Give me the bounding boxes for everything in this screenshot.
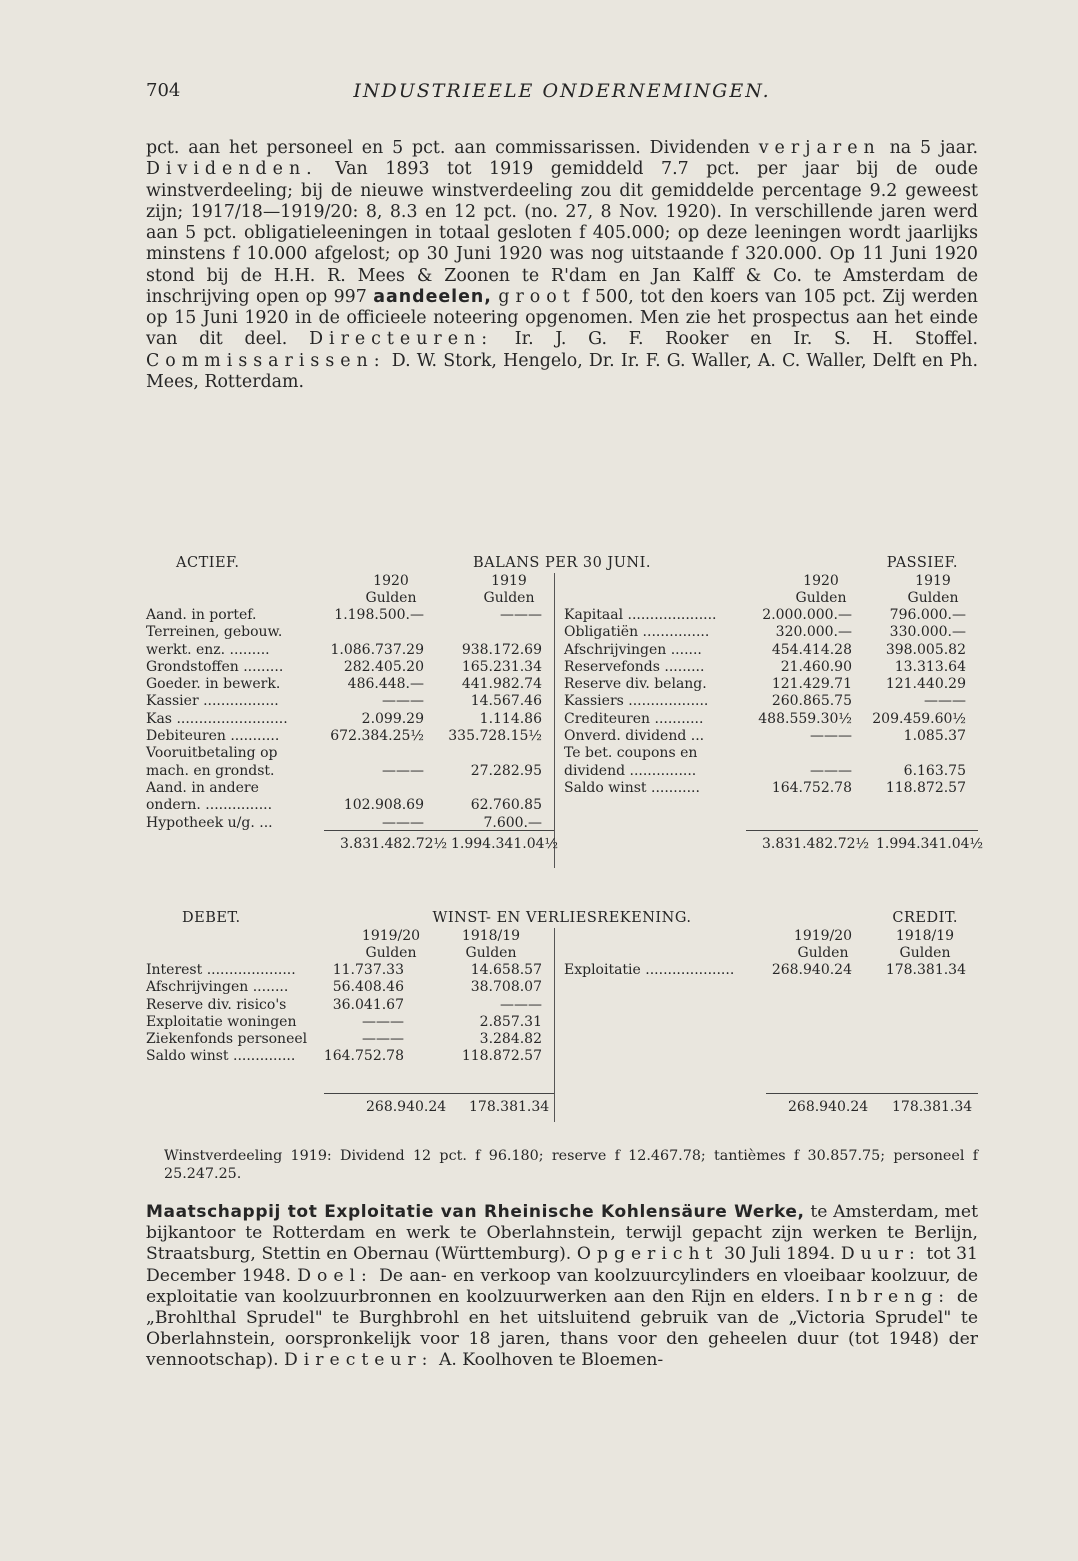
unit-header: Gulden bbox=[365, 590, 417, 606]
table-row bbox=[564, 624, 978, 641]
running-title: INDUSTRIEELE ONDERNEMINGEN. bbox=[353, 80, 771, 102]
value-previous: 38.708.07 bbox=[470, 979, 542, 996]
total-rule bbox=[766, 1093, 978, 1094]
row-label: dividend ............... bbox=[564, 762, 697, 779]
value-current: 36.041.67 bbox=[332, 996, 404, 1013]
total-value: 1.994.341.04½ bbox=[876, 836, 984, 852]
text-span: tot 31 December 1948. bbox=[146, 1244, 978, 1286]
row-label: Kapitaal .................... bbox=[564, 607, 717, 623]
row-label: Kassier ................. bbox=[146, 693, 279, 710]
row-label: Reservefonds ......... bbox=[564, 658, 705, 675]
spaced-term: Directeuren: bbox=[309, 329, 494, 350]
table-row bbox=[146, 997, 554, 1014]
text-span: De aan- en verkoop van koolzuurcylinders en vloeibaar koolzuur, de exploitatie van koolzuurbronnen en koolzuurwerken aan den Rijn en elders. bbox=[146, 1265, 978, 1307]
table-row bbox=[146, 962, 554, 979]
text-span: na 5 jaar. bbox=[889, 138, 979, 158]
value-current: 2.099.29 bbox=[361, 710, 424, 727]
table-row bbox=[564, 728, 978, 745]
page-number: 704 bbox=[146, 80, 181, 101]
value-current: 21.460.90 bbox=[780, 658, 852, 675]
profit-loss-account bbox=[146, 910, 978, 1125]
table-row bbox=[564, 780, 978, 797]
spaced-term: Duur: bbox=[840, 1244, 921, 1265]
value-current: 1.086.737.29 bbox=[330, 641, 424, 658]
pl-title: WINST- EN VERLIESREKENING. bbox=[432, 910, 692, 926]
table-row bbox=[146, 607, 554, 624]
total-rule bbox=[324, 830, 554, 831]
row-label: Interest .................... bbox=[146, 962, 296, 978]
value-previous: 14.658.57 bbox=[470, 962, 542, 978]
table-row bbox=[146, 642, 554, 659]
total-value: 1.994.341.04½ bbox=[451, 836, 559, 852]
row-label: Afschrijvingen ........ bbox=[146, 979, 289, 996]
value-previous: 14.567.46 bbox=[470, 693, 542, 710]
text-span: 30 Juli 1894. bbox=[724, 1244, 836, 1265]
value-previous: 118.872.57 bbox=[461, 1048, 542, 1065]
value-previous: 2.857.31 bbox=[479, 1013, 542, 1030]
value-current: ——— bbox=[362, 1031, 404, 1048]
row-label: Debiteuren ........... bbox=[146, 728, 280, 745]
year-header: 1919/20 bbox=[361, 928, 421, 944]
debet-list bbox=[146, 962, 554, 1066]
row-label: Saldo winst .............. bbox=[146, 1048, 296, 1065]
text-span: de „Brohlthal Sprudel" te Burghbrohl en het uitsluitend gebruik van de „Victoria Sprudel" te Oberlahnstein, oorspronkelijk voor 18 jaren, thans voor den geheelen duur (tot 1948) der vennootschap). bbox=[146, 1286, 979, 1371]
table-row bbox=[564, 607, 978, 624]
balance-heading-row bbox=[146, 555, 978, 573]
value-previous: 7.600.— bbox=[483, 814, 542, 831]
value-previous: 398.005.82 bbox=[885, 641, 966, 658]
row-label: Ziekenfonds personeel bbox=[146, 1031, 308, 1048]
row-label: Vooruitbetaling op bbox=[146, 745, 278, 762]
intro-paragraph bbox=[146, 138, 978, 393]
value-current: 164.752.78 bbox=[323, 1048, 404, 1065]
year-header: 1919 bbox=[491, 573, 527, 589]
value-previous: ——— bbox=[500, 996, 542, 1013]
table-row bbox=[146, 711, 554, 728]
row-label: Kas ......................... bbox=[146, 710, 288, 727]
row-label: Aand. in portef. bbox=[146, 607, 257, 623]
row-label: Aand. in andere bbox=[146, 779, 259, 796]
value-current: 268.940.24 bbox=[771, 962, 852, 978]
table-row bbox=[146, 763, 554, 780]
row-label: Goeder. in bewerk. bbox=[146, 676, 281, 693]
value-current: 320.000.— bbox=[775, 624, 852, 641]
value-previous: 796.000.— bbox=[889, 607, 966, 623]
total-rule bbox=[746, 830, 978, 831]
column-divider bbox=[554, 573, 555, 868]
unit-header: Gulden bbox=[795, 590, 847, 606]
unit-header: Gulden bbox=[907, 590, 959, 606]
spaced-term: groot bbox=[498, 286, 576, 307]
debet-heading: DEBET. bbox=[182, 910, 241, 926]
value-current: 121.429.71 bbox=[771, 676, 852, 693]
table-row bbox=[564, 642, 978, 659]
row-label: Reserve div. risico's bbox=[146, 996, 287, 1013]
table-row bbox=[146, 745, 554, 762]
value-previous: 13.313.64 bbox=[894, 658, 966, 675]
year-header: 1920 bbox=[803, 573, 839, 589]
total-value: 178.381.34 bbox=[892, 1099, 973, 1115]
row-label: Crediteuren ........... bbox=[564, 710, 704, 727]
text-span: f 500, tot den koers van 105 pct. Zij werden op 15 Juni 1920 in de officieele noteering opgenomen. Men zie het prospectus aan het einde van dit deel. bbox=[146, 286, 978, 350]
spaced-term: Doel: bbox=[297, 1265, 373, 1286]
passief-list bbox=[564, 607, 978, 797]
page-header bbox=[146, 80, 978, 110]
total-value: 268.940.24 bbox=[788, 1099, 869, 1115]
column-divider bbox=[554, 928, 555, 1122]
row-label: Afschrijvingen ....... bbox=[564, 641, 702, 658]
table-row bbox=[564, 659, 978, 676]
value-current: 672.384.25½ bbox=[330, 728, 424, 745]
spaced-term: Opgericht bbox=[576, 1244, 719, 1265]
value-current: ——— bbox=[810, 762, 852, 779]
row-label: Onverd. dividend ... bbox=[564, 728, 705, 745]
row-label: mach. en grondst. bbox=[146, 762, 275, 779]
unit-header: Gulden bbox=[797, 945, 849, 961]
value-previous: ——— bbox=[500, 607, 542, 623]
company-entry bbox=[146, 1202, 978, 1372]
value-previous: 6.163.75 bbox=[903, 762, 966, 779]
value-current: 56.408.46 bbox=[332, 979, 404, 996]
total-value: 3.831.482.72½ bbox=[340, 836, 448, 852]
year-header: 1919 bbox=[915, 573, 951, 589]
table-row bbox=[564, 763, 978, 780]
row-label: Terreinen, gebouw. bbox=[146, 624, 283, 641]
row-label: Hypotheek u/g. ... bbox=[146, 814, 273, 831]
unit-header: Gulden bbox=[365, 945, 417, 961]
spaced-term: verjaren bbox=[758, 138, 881, 158]
year-header: 1919/20 bbox=[793, 928, 853, 944]
winstverdeeling-note: Winstverdeeling 1919: Dividend 12 pct. f 96.180; reserve f 12.467.78; tantièmes f 30.857.75; personeel f 25.247.25. bbox=[164, 1148, 978, 1182]
unit-header: Gulden bbox=[465, 945, 517, 961]
value-previous: 938.172.69 bbox=[461, 641, 542, 658]
value-previous: 3.284.82 bbox=[479, 1031, 542, 1048]
value-current: ——— bbox=[362, 1013, 404, 1030]
value-previous: 27.282.95 bbox=[470, 762, 542, 779]
value-previous: 121.440.29 bbox=[885, 676, 966, 693]
value-previous: 178.381.34 bbox=[885, 962, 966, 978]
row-label: Te bet. coupons en bbox=[564, 745, 698, 762]
spaced-term: Dividenden. bbox=[146, 159, 318, 180]
table-row bbox=[146, 1048, 554, 1065]
text-span: Ir. J. G. F. Rooker en Ir. S. H. Stoffel. bbox=[514, 329, 979, 350]
passief-heading: PASSIEF. bbox=[886, 555, 958, 571]
text-span: A. Koolhoven te Bloemen- bbox=[438, 1350, 664, 1371]
value-previous: 335.728.15½ bbox=[448, 728, 542, 745]
value-current: 488.559.30½ bbox=[758, 710, 852, 727]
balance-title: BALANS PER 30 JUNI. bbox=[473, 555, 651, 571]
table-row bbox=[146, 780, 554, 797]
total-value: 178.381.34 bbox=[469, 1099, 550, 1115]
value-current: ——— bbox=[382, 693, 424, 710]
value-previous: 1.085.37 bbox=[903, 728, 966, 745]
year-header: 1920 bbox=[373, 573, 409, 589]
value-current: ——— bbox=[382, 762, 424, 779]
pl-heading-row bbox=[146, 910, 978, 928]
value-previous: 441.982.74 bbox=[461, 676, 542, 693]
value-current: ——— bbox=[810, 728, 852, 745]
row-label: Kassiers .................. bbox=[564, 693, 709, 710]
text-span: D. W. Stork, Hengelo, Dr. Ir. F. G. Waller, A. C. Waller, Delft en Ph. Mees, Rotterdam. bbox=[146, 350, 978, 392]
value-current: 1.198.500.— bbox=[334, 607, 424, 623]
table-row bbox=[564, 693, 978, 710]
value-previous: 62.760.85 bbox=[470, 797, 542, 814]
row-label: Reserve div. belang. bbox=[564, 676, 707, 693]
table-row bbox=[564, 962, 978, 979]
actief-list bbox=[146, 607, 554, 832]
spaced-term: Inbreng: bbox=[826, 1286, 951, 1307]
row-label: Grondstoffen ......... bbox=[146, 658, 284, 675]
table-row bbox=[146, 1031, 554, 1048]
value-previous: 330.000.— bbox=[889, 624, 966, 641]
year-header: 1918/19 bbox=[461, 928, 521, 944]
total-value: 3.831.482.72½ bbox=[762, 836, 870, 852]
text-span: te Amsterdam, met bijkantoor te Rotterdam en werk te Oberlahnstein, terwijl gepacht zijn werken te Berlijn, Straatsburg, Stettin en Obernau (Württemburg). bbox=[146, 1202, 979, 1265]
row-label: werkt. enz. ......... bbox=[146, 641, 270, 658]
text-span: pct. aan het personeel en 5 pct. aan commissarissen. Dividenden bbox=[146, 138, 750, 158]
actief-heading: ACTIEF. bbox=[176, 555, 240, 571]
spaced-term: Directeur: bbox=[284, 1350, 434, 1371]
table-row bbox=[146, 979, 554, 996]
balance-column-headers bbox=[146, 573, 978, 607]
value-previous: 118.872.57 bbox=[885, 779, 966, 796]
row-label: Exploitatie .................... bbox=[564, 962, 735, 978]
row-label: Obligatiën ............... bbox=[564, 624, 710, 641]
value-current: 164.752.78 bbox=[771, 779, 852, 796]
credit-heading: CREDIT. bbox=[892, 910, 958, 926]
row-label: Saldo winst ........... bbox=[564, 779, 700, 796]
table-row bbox=[564, 711, 978, 728]
row-label: ondern. ............... bbox=[146, 797, 273, 814]
pl-column-headers bbox=[146, 928, 978, 962]
value-previous: ——— bbox=[924, 693, 966, 710]
table-row bbox=[146, 624, 554, 641]
year-header: 1918/19 bbox=[895, 928, 955, 944]
table-row bbox=[564, 745, 978, 762]
text-span: Van 1893 tot 1919 gemiddeld 7.7 pct. per jaar bij de oude winstverdeeling; bij de nieuwe winstverdeeling zou dit gemiddelde percentage 9.2 geweest zijn; 1917/18—1919/20: 8, 8.3 en 12 pct. (no. 27, 8 Nov. 1920). In verschillende jaren werd aan 5 pct. obligatieleeningen in totaal gesloten f 405.000; op deze leeningen wordt jaarlijks minstens f 10.000 afgelost; op 30 Juni 1920 was nog uitstaande f 320.000. Op 11 Juni 1920 stond bij de H.H. R. Mees & Zoonen te R'dam en Jan Kalff & Co. te Amsterdam de inschrijving open op 997 bbox=[146, 159, 979, 307]
value-previous: 209.459.60½ bbox=[872, 710, 966, 727]
total-value: 268.940.24 bbox=[366, 1099, 447, 1115]
balance-sheet bbox=[146, 555, 984, 885]
table-row bbox=[146, 1014, 554, 1031]
row-label: Exploitatie woningen bbox=[146, 1013, 297, 1030]
value-previous: 1.114.86 bbox=[479, 710, 542, 727]
credit-list bbox=[564, 962, 978, 979]
bold-term: aandeelen, bbox=[373, 286, 492, 307]
table-row bbox=[146, 693, 554, 710]
table-row bbox=[146, 797, 554, 814]
value-current: 2.000.000.— bbox=[762, 607, 852, 623]
table-row bbox=[146, 728, 554, 745]
table-row bbox=[564, 676, 978, 693]
value-current: 486.448.— bbox=[347, 676, 424, 693]
value-current: 102.908.69 bbox=[343, 797, 424, 814]
spaced-term: Commissarissen: bbox=[146, 350, 386, 371]
total-rule bbox=[324, 1093, 554, 1094]
company-name: Maatschappij tot Exploitatie van Rheinische Kohlensäure Werke, bbox=[146, 1202, 805, 1222]
value-current: 260.865.75 bbox=[771, 693, 852, 710]
table-row bbox=[146, 659, 554, 676]
value-current: 454.414.28 bbox=[771, 641, 852, 658]
value-current: 282.405.20 bbox=[343, 658, 424, 675]
unit-header: Gulden bbox=[899, 945, 951, 961]
table-row bbox=[146, 676, 554, 693]
value-current: ——— bbox=[382, 814, 424, 831]
unit-header: Gulden bbox=[483, 590, 535, 606]
value-previous: 165.231.34 bbox=[461, 658, 542, 675]
value-current: 11.737.33 bbox=[332, 962, 404, 978]
